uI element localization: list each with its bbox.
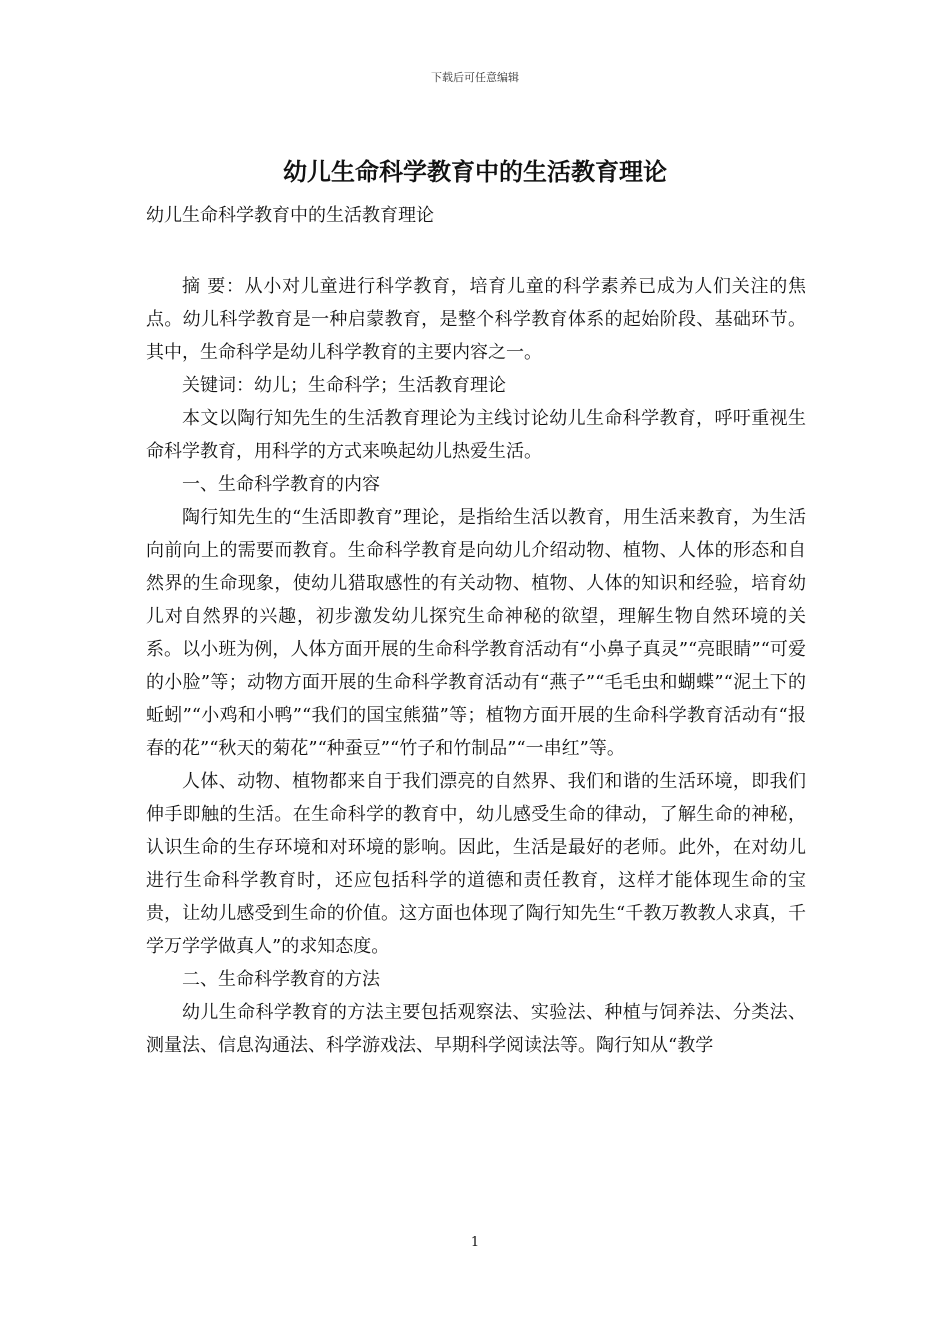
document-subtitle: 幼儿生命科学教育中的生活教育理论 [146, 205, 434, 226]
abstract-paragraph: 摘 要：从小对儿童进行科学教育，培育儿童的科学素养已成为人们关注的焦点。幼儿科学教育是一种启蒙教育，是整个科学教育体系的起始阶段、基础环节。其中，生命科学是幼儿科学教育的主要内容之一。 [146, 276, 806, 363]
section-heading-methods: 二、生命科学教育的方法 [182, 969, 380, 990]
section-heading-content: 一、生命科学教育的内容 [182, 474, 380, 495]
page-header-note: 下载后可任意编辑 [431, 71, 519, 84]
content-paragraph-1: 陶行知先生的“生活即教育”理论，是指给生活以教育，用生活来教育，为生活向前向上的需要而教育。生命科学教育是向幼儿介绍动物、植物、人体的形态和自然界的生命现象，使幼儿猎取感性的有关动物、植物、人体的知识和经验，培育幼儿对自然界的兴趣，初步激发幼儿探究生命神秘的欲望，理解生物自然环境的关系。以小班为例，人体方面开展的生命科学教育活动有“小鼻子真灵”“亮眼睛”“可爱的小脸”等；动物方面开展的生命科学教育活动有“燕子”“毛毛虫和蝴蝶”“泥土下的蚯蚓”“小鸡和小鸭”“我们的国宝熊猫”等；植物方面开展的生命科学教育活动有“报春的花”“秋天的菊花”“种蚕豆”“竹子和竹制品”“一串红”等。 [146, 507, 806, 759]
intro-paragraph: 本文以陶行知先生的生活教育理论为主线讨论幼儿生命科学教育，呼吁重视生命科学教育，用科学的方式来唤起幼儿热爱生活。 [146, 408, 806, 462]
document-body [146, 270, 806, 1062]
document-title: 幼儿生命科学教育中的生活教育理论 [283, 158, 667, 186]
content-paragraph-2: 人体、动物、植物都来自于我们漂亮的自然界、我们和谐的生活环境，即我们伸手即触的生活。在生命科学的教育中，幼儿感受生命的律动，了解生命的神秘，认识生命的生存环境和对环境的影响。因此，生活是最好的老师。此外，在对幼儿进行生命科学教育时，还应包括科学的道德和责任教育，这样才能体现生命的宝贵，让幼儿感受到生命的价值。这方面也体现了陶行知先生“千教万教教人求真，千学万学学做真人”的求知态度。 [146, 771, 806, 957]
page-number: 1 [470, 1235, 480, 1250]
keywords-paragraph: 关键词：幼儿；生命科学；生活教育理论 [182, 375, 506, 396]
methods-paragraph: 幼儿生命科学教育的方法主要包括观察法、实验法、种植与饲养法、分类法、测量法、信息沟通法、科学游戏法、早期科学阅读法等。陶行知从“教学 [146, 1002, 806, 1056]
